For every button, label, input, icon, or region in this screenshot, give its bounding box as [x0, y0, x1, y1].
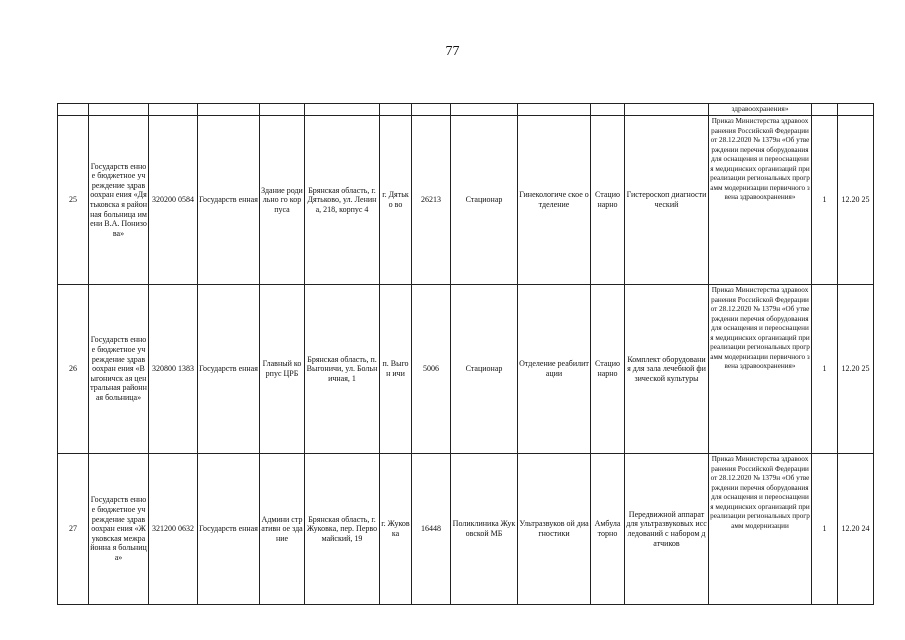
code-cell: 320800 1383	[149, 285, 198, 454]
equipment-cell: Комплект оборудования для зала лечебной физической культуры	[625, 285, 709, 454]
table-row-continuation	[58, 104, 874, 116]
ownership-cell: Государств енная	[198, 116, 260, 285]
page-number: 77	[445, 44, 460, 59]
row-number: 25	[58, 116, 89, 285]
address-cell: Брянская область, п. Выгоничи, ул. Больничная, 1	[305, 285, 380, 454]
row-number: 27	[58, 454, 89, 605]
order-cell: Приказ Министерства здравоохранения Российской Федерации от 28.12.2020 № 1379н «Об утверждении перечня оборудования для оснащения и переоснащения медицинских организаций при реализации региональных программ модернизации первичного звена здравоохранения»	[709, 116, 812, 285]
order-cell: здравоохранения»	[709, 104, 812, 116]
quantity-cell: 1	[812, 116, 838, 285]
date-cell: 12.20 25	[838, 116, 874, 285]
date-cell: 12.20 25	[838, 285, 874, 454]
table-row	[58, 454, 874, 605]
oktmo-cell: 16448	[412, 454, 451, 605]
order-cell: Приказ Министерства здравоохранения Российской Федерации от 28.12.2020 № 1379н «Об утверждении перечня оборудования для оснащения и переоснащения медицинских организаций при реализации региональных программ модернизации	[709, 454, 812, 605]
ownership-cell: Государств енная	[198, 454, 260, 605]
equipment-cell: Гистероскоп диагностический	[625, 116, 709, 285]
condition-cell: Стационар	[451, 116, 518, 285]
oktmo-cell: 26213	[412, 116, 451, 285]
quantity-cell: 1	[812, 454, 838, 605]
condition-cell: Поликлиника Жуковской МБ	[451, 454, 518, 605]
oktmo-cell: 5006	[412, 285, 451, 454]
building-cell: Здание родильно го корпуса	[260, 116, 305, 285]
code-cell: 321200 0632	[149, 454, 198, 605]
equipment-cell: Передвижной аппарат для ультразвуковых исследований с набором датчиков	[625, 454, 709, 605]
table-row	[58, 285, 874, 454]
equipment-table	[57, 103, 874, 605]
care-form-cell: Амбула торно	[591, 454, 625, 605]
quantity-cell: 1	[812, 285, 838, 454]
table-row	[58, 116, 874, 285]
department-cell: Гинекологиче ское отделение	[518, 116, 591, 285]
organization-cell: Государств енное бюджетное учреждение здравоохран ения «Дятьковска я районная больница имени В.А. Понизова»	[89, 116, 149, 285]
locality-cell: г. Жуков ка	[380, 454, 412, 605]
building-cell: Главный корпус ЦРБ	[260, 285, 305, 454]
care-form-cell: Стацио нарно	[591, 285, 625, 454]
building-cell: Админи стративн ое здание	[260, 454, 305, 605]
care-form-cell: Стацио нарно	[591, 116, 625, 285]
order-cell: Приказ Министерства здравоохранения Российской Федерации от 28.12.2020 № 1379н «Об утверждении перечня оборудования для оснащения и переоснащения медицинских организаций при реализации региональных программ модернизации первичного звена здравоохранения»	[709, 285, 812, 454]
condition-cell: Стационар	[451, 285, 518, 454]
date-cell: 12.20 24	[838, 454, 874, 605]
row-number: 26	[58, 285, 89, 454]
ownership-cell: Государств енная	[198, 285, 260, 454]
code-cell: 320200 0584	[149, 116, 198, 285]
organization-cell: Государств енное бюджетное учреждение здравоохран ения «Жуковская межрайонна я больница»	[89, 454, 149, 605]
locality-cell: г. Дятько во	[380, 116, 412, 285]
organization-cell: Государств енное бюджетное учреждение здравоохран ения «Выгоничск ая центральная районная больница»	[89, 285, 149, 454]
address-cell: Брянская область, г. Жуковка, пер. Первомайский, 19	[305, 454, 380, 605]
department-cell: Ультразвуков ой диагностики	[518, 454, 591, 605]
department-cell: Отделение реабилитации	[518, 285, 591, 454]
address-cell: Брянская область, г. Дятьково, ул. Ленина, 218, корпус 4	[305, 116, 380, 285]
locality-cell: п. Выгон ичи	[380, 285, 412, 454]
